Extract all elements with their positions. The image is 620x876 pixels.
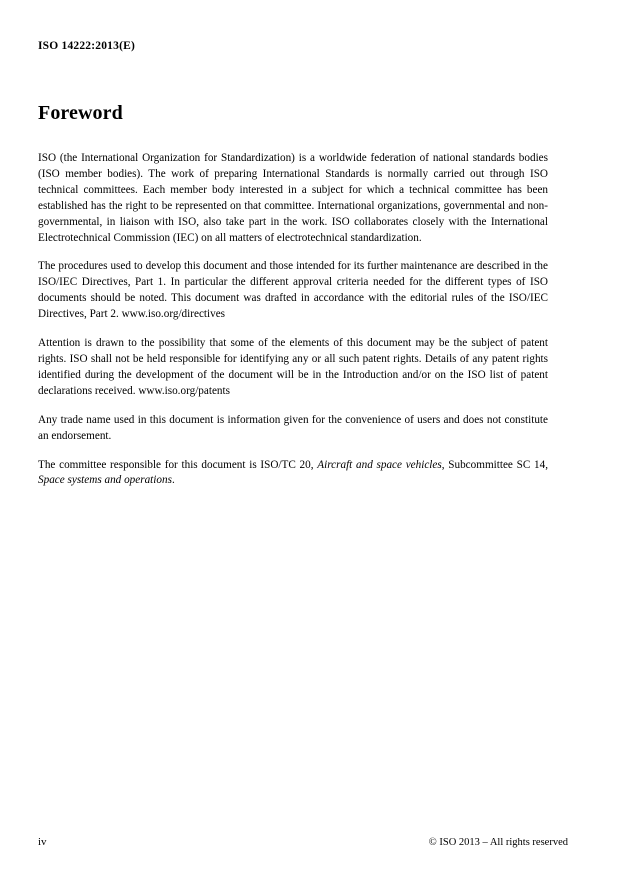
page-title: Foreword: [38, 102, 123, 124]
committee-italic-2: Space systems and operations: [38, 474, 172, 487]
copyright-notice: © ISO 2013 – All rights reserved: [428, 837, 568, 848]
document-header: ISO 14222:2013(E): [38, 40, 136, 52]
committee-text-part1: The committee responsible for this document is ISO/TC 20,: [38, 458, 318, 471]
paragraph-4: Any trade name used in this document is information given for the convenience of users and does not constitute an endorsement.: [38, 413, 548, 442]
paragraph-3: Attention is drawn to the possibility that some of the elements of this document may be the subject of patent rights. ISO shall not be held responsible for identifying any or all such patent rights. Details of any patent rights identified during the development of the document will be in the Introduction and/or on the ISO list of patent declarations received. www.iso.org/patents: [38, 337, 548, 397]
paragraph-1: ISO (the International Organization for Standardization) is a worldwide federation of national standards bodies (ISO member bodies). The work of preparing International Standards is normally carried out through ISO technical committees. Each member body interested in a subject for which a technical committee has been established has the right to be represented on that committee. International organizations, governmental and non-governmental, in liaison with ISO, also take part in the work. ISO collaborates closely with the International Electrotechnical Commission (IEC) on all matters of electrotechnical standardization.: [38, 152, 548, 244]
committee-italic-1: Aircraft and space vehicles: [317, 458, 442, 471]
foreword-body: [38, 151, 568, 489]
paragraph-2: The procedures used to develop this document and those intended for its further maintenance are described in the ISO/IEC Directives, Part 1. In particular the different approval criteria needed for the different types of ISO documents should be noted. This document was drafted in accordance with the editorial rules of the ISO/IEC Directives, Part 2. www.iso.org/directives: [38, 260, 548, 321]
committee-text-part2: , Subcommittee SC 14,: [441, 458, 549, 471]
page-number: iv: [38, 836, 47, 848]
page-footer: [38, 836, 568, 848]
committee-text-part3: .: [171, 474, 175, 487]
paragraph-committee: [38, 458, 548, 490]
